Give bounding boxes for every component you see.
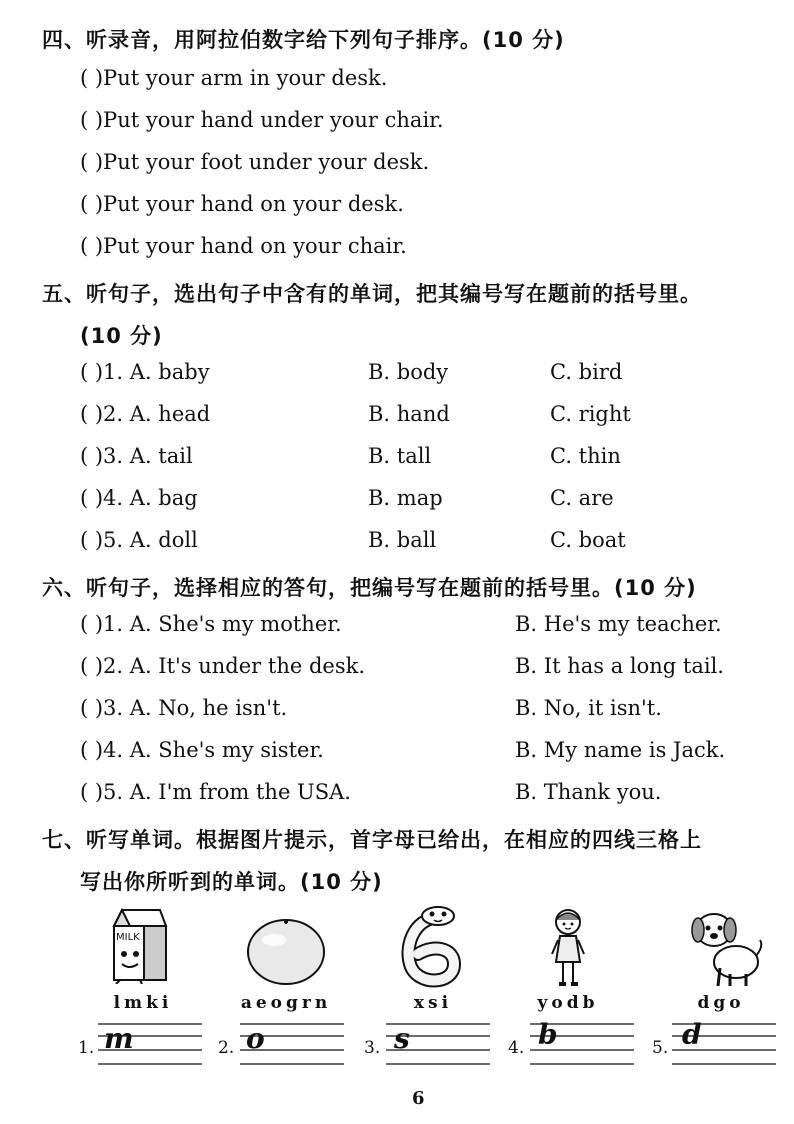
section5-title: 五、听句子，选出句子中含有的单词，把其编号写在题前的括号里。: [42, 282, 702, 306]
blank-number-1: 1.: [78, 1038, 95, 1058]
section6-q2-b: B. It has a long tail.: [515, 654, 724, 678]
section7-title: 七、听写单词。根据图片提示，首字母已给出，在相应的四线三格上: [42, 828, 702, 852]
section5-q5-b: B. ball: [368, 528, 437, 552]
section5-q4-c: C. are: [550, 486, 614, 510]
dog-icon: [688, 906, 764, 990]
girl-icon: [546, 906, 590, 990]
section6-q4-b: B. My name is Jack.: [515, 738, 726, 762]
section5-q2: ( )2. A. head: [80, 402, 211, 426]
section5-q1: ( )1. A. baby: [80, 360, 210, 384]
section5-q2-c: C. right: [550, 402, 631, 426]
section5-q4: ( )4. A. bag: [80, 486, 198, 510]
section5-q3: ( )3. A. tail: [80, 444, 193, 468]
initial-letter-1: m: [104, 1022, 134, 1055]
section7-title-line2: 写出你所听到的单词。(10 分): [80, 870, 383, 894]
section4-title: 四、听录音，用阿拉伯数字给下列句子排序。(10 分): [42, 28, 565, 52]
section4-item-3: ( )Put your foot under your desk.: [80, 150, 430, 174]
scrambled-letters-1: lmki: [113, 993, 173, 1013]
section6-q3-b: B. No, it isn't.: [515, 696, 662, 720]
scrambled-letters-4: yodb: [537, 993, 599, 1013]
section6-q5-b: B. Thank you.: [515, 780, 662, 804]
section5-q5: ( )5. A. doll: [80, 528, 198, 552]
scrambled-letters-5: dgo: [697, 993, 745, 1013]
section6-title: 六、听句子，选择相应的答句，把编号写在题前的括号里。(10 分): [42, 576, 697, 600]
milk-carton-label: MILK: [116, 932, 140, 943]
page-number: 6: [412, 1088, 425, 1109]
milk-carton-icon: [106, 906, 170, 984]
scrambled-letters-2: aeogrn: [240, 993, 332, 1013]
section5-title-score: (10 分): [80, 324, 163, 348]
section6-q2: ( )2. A. It's under the desk.: [80, 654, 365, 678]
section6-q4: ( )4. A. She's my sister.: [80, 738, 324, 762]
section5-q1-c: C. bird: [550, 360, 623, 384]
section5-q5-c: C. boat: [550, 528, 626, 552]
initial-letter-4: b: [538, 1018, 558, 1051]
blank-number-5: 5.: [652, 1038, 669, 1058]
section4-item-2: ( )Put your hand under your chair.: [80, 108, 444, 132]
orange-icon: [244, 912, 328, 986]
six-snake-icon: [396, 904, 466, 988]
section4-item-5: ( )Put your hand on your chair.: [80, 234, 407, 258]
section4-item-1: ( )Put your arm in your desk.: [80, 66, 388, 90]
initial-letter-3: s: [394, 1022, 410, 1055]
section6-q3: ( )3. A. No, he isn't.: [80, 696, 288, 720]
section6-q1: ( )1. A. She's my mother.: [80, 612, 342, 636]
blank-number-4: 4.: [508, 1038, 525, 1058]
section5-q2-b: B. hand: [368, 402, 450, 426]
section4-item-4: ( )Put your hand on your desk.: [80, 192, 404, 216]
blank-number-3: 3.: [364, 1038, 381, 1058]
section5-q1-b: B. body: [368, 360, 449, 384]
initial-letter-5: d: [682, 1018, 702, 1051]
blank-number-2: 2.: [218, 1038, 235, 1058]
section5-q3-c: C. thin: [550, 444, 621, 468]
section5-q3-b: B. tall: [368, 444, 432, 468]
section6-q5: ( )5. A. I'm from the USA.: [80, 780, 351, 804]
initial-letter-2: o: [246, 1022, 265, 1055]
scrambled-letters-3: xsi: [413, 993, 453, 1013]
section6-q1-b: B. He's my teacher.: [515, 612, 722, 636]
section5-q4-b: B. map: [368, 486, 443, 510]
